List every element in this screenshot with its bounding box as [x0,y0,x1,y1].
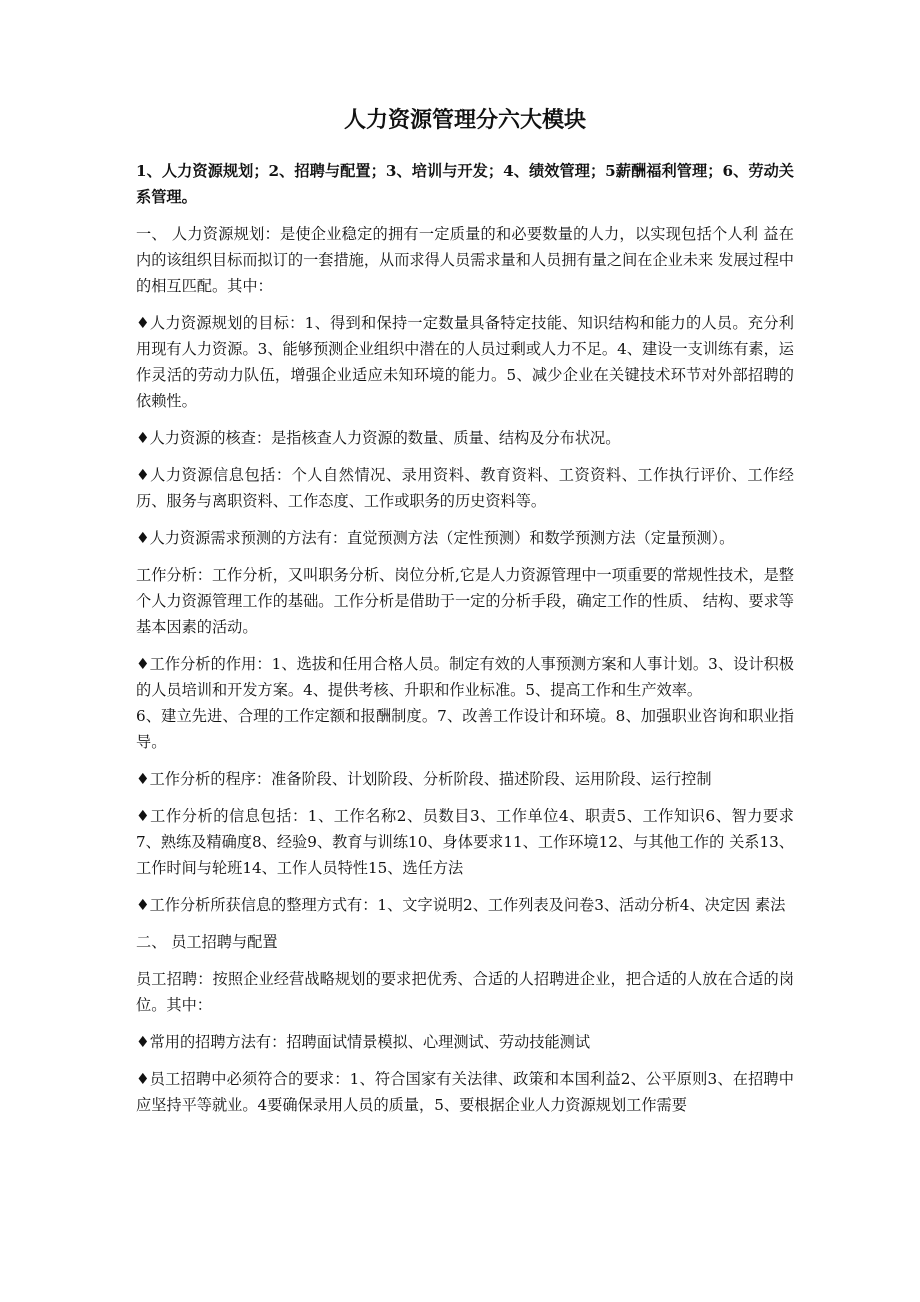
job-analysis-organizing: ♦工作分析所获信息的整理方式有：1、文字说明2、工作列表及问卷3、活动分析4、决定因 素法 [136,896,786,914]
section-hr-planning: 一、 人力资源规划：是使企业稳定的拥有一定质量的和必要数量的人力，以实现包括个人利 益在内的该组织目标而拟订的一套措施，从而求得人员需求量和人员拥有量之间在企业未来 发展过程中的相互匹配。其中： [136,225,794,295]
job-analysis-functions: ♦工作分析的作用：1、选拔和任用合格人员。制定有效的人事预测方案和人事计划。3、设计积极的人员培训和开发方案。4、提供考核、升职和作业标准。5、提高工作和生产效率。 [136,655,794,699]
document-title: 人力资源管理分六大模块 [343,107,586,133]
job-analysis-definition: 工作分析：工作分析，又叫职务分析、岗位分析,它是人力资源管理中一项重要的常规性技术，是整个人力资源管理工作的基础。工作分析是借助于一定的分析手段，确定工作的性质、 结构、要求等基本因素的活动。 [136,566,794,636]
recruitment-requirements: ♦员工招聘中必须符合的要求：1、符合国家有关法律、政策和本国利益2、公平原则3、在招聘中应坚持平等就业。4要确保录用人员的质量，5、要根据企业人力资源规划工作需要 [136,1070,794,1114]
intro-module-list: 1、人力资源规划；2、招聘与配置；3、培训与开发；4、绩效管理；5薪酬福利管理；6、劳动关系管理。 [136,162,794,206]
job-analysis-information: ♦工作分析的信息包括：1、工作名称2、员数目3、工作单位4、职责5、工作知识6、智力要求7、熟练及精确度8、经验9、教育与训练10、身体要求11、工作环境12、与其他工作的 关系13、工作时间与轮班14、工作人员特性15、选任方法 [136,807,794,877]
hr-demand-forecast: ♦人力资源需求预测的方法有：直觉预测方法（定性预测）和数学预测方法（定量预测）。 [136,529,735,547]
hr-check: ♦人力资源的核查：是指核查人力资源的数量、质量、结构及分布状况。 [136,429,621,447]
hr-information: ♦人力资源信息包括：个人自然情况、录用资料、教育资料、工资资料、工作执行评价、工作经历、服务与离职资料、工作态度、工作或职务的历史资料等。 [136,466,794,510]
job-analysis-functions-continued: 6、建立先进、合理的工作定额和报酬制度。7、改善工作设计和环境。8、加强职业咨询和职业指导。 [136,707,794,751]
section-recruitment-heading: 二、 员工招聘与配置 [136,933,278,951]
recruitment-methods: ♦常用的招聘方法有：招聘面试情景模拟、心理测试、劳动技能测试 [136,1033,591,1051]
recruitment-definition: 员工招聘：按照企业经营战略规划的要求把优秀、合适的人招聘进企业，把合适的人放在合适的岗位。其中： [136,970,794,1014]
hr-planning-goals: ♦人力资源规划的目标：1、得到和保持一定数量具备特定技能、知识结构和能力的人员。充分利用现有人力资源。3、能够预测企业组织中潜在的人员过剩或人力不足。4、建设一支训练有素，运作灵活的劳动力队伍，增强企业适应未知环境的能力。5、减少企业在关键技术环节对外部招聘的依赖性。 [136,314,794,410]
job-analysis-procedure: ♦工作分析的程序：准备阶段、计划阶段、分析阶段、描述阶段、运用阶段、运行控制 [136,770,712,788]
